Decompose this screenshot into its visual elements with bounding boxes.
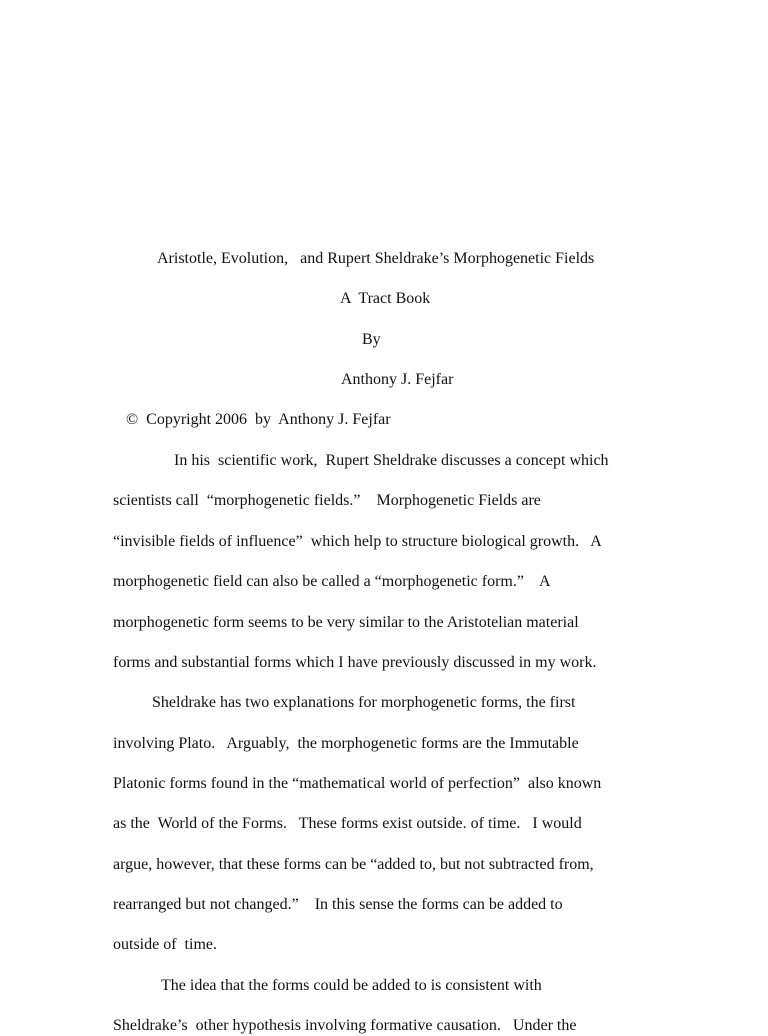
- document-title: Aristotle, Evolution, and Rupert Sheldrake’s Morphogenetic Fields: [157, 250, 595, 267]
- body-line: forms and substantial forms which I have previously discussed in my work.: [113, 654, 597, 671]
- body-line: argue, however, that these forms can be “added to, but not subtracted from,: [113, 856, 594, 873]
- copyright-notice: © Copyright 2006 by Anthony J. Fejfar: [126, 411, 391, 428]
- body-line: scientists call “morphogenetic fields.” Morphogenetic Fields are: [113, 492, 541, 509]
- body-line: as the World of the Forms. These forms exist outside. of time. I would: [113, 815, 582, 832]
- body-line: Sheldrake has two explanations for morphogenetic forms, the first: [152, 694, 576, 711]
- body-line: involving Plato. Arguably, the morphogenetic forms are the Immutable: [113, 735, 579, 752]
- body-line: “invisible fields of influence” which help to structure biological growth. A: [113, 533, 602, 550]
- body-line: morphogenetic form seems to be very similar to the Aristotelian material: [113, 614, 579, 631]
- body-line: rearranged but not changed.” In this sense the forms can be added to: [113, 896, 563, 913]
- body-line: In his scientific work, Rupert Sheldrake discusses a concept which: [174, 452, 609, 469]
- body-line: Sheldrake’s other hypothesis involving formative causation. Under the: [113, 1017, 577, 1034]
- byline-label: By: [362, 331, 381, 348]
- body-line: morphogenetic field can also be called a “morphogenetic form.” A: [113, 573, 551, 590]
- body-line: outside of time.: [113, 936, 217, 953]
- author-name: Anthony J. Fejfar: [341, 371, 454, 388]
- document-subtitle: A Tract Book: [340, 290, 431, 307]
- body-line: Platonic forms found in the “mathematical world of perfection” also known: [113, 775, 602, 792]
- body-line: The idea that the forms could be added to is consistent with: [161, 977, 542, 994]
